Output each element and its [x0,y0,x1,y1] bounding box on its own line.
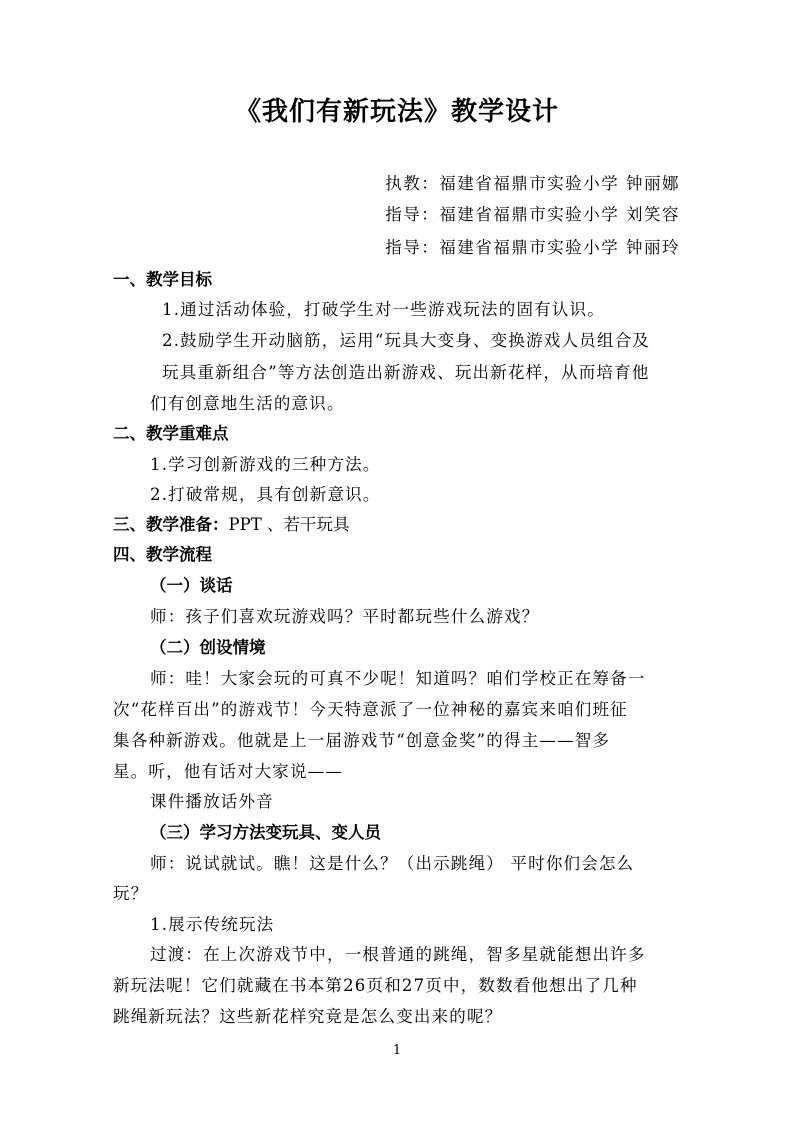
methods-line-4: 过渡：在上次游戏节中，一根普通的跳绳，智多星就能想出许多 [150,945,646,964]
section-heading-key-points: 二、教学重难点 [113,424,229,443]
author-line-advisor-2: 指导：福建省福鼎市实验小学 钟丽玲 [385,238,680,257]
methods-line-6: 跳绳新玩法？这些新花样究竟是怎么变出来的呢？ [113,1007,503,1026]
objective-item-2: 2.鼓励学生开动脑筋，运用“玩具大变身、变换游戏人员组合及 [162,331,650,350]
section-heading-process: 四、教学流程 [113,545,212,564]
objective-item-2-cont-1: 玩具重新组合”等方法创造出新游戏、玩出新花样，从而培育他 [162,363,650,382]
methods-line-3: 1.展示传统玩法 [150,915,275,934]
preparation-content: PPT 、若干玩具 [228,515,350,534]
scenario-line-1: 师：哇！大家会玩的可真不少呢！知道吗？咱们学校正在筹备一 [150,669,646,688]
objective-item-2-cont-2: 们有创意地生活的意识。 [150,394,345,413]
scenario-line-3: 集各种新游戏。他就是上一届游戏节“创意金奖”的得主——智多 [113,731,611,750]
methods-line-2: 玩？ [113,884,149,903]
subsection-heading-talk: （一）谈话 [150,576,233,595]
document-title: 《我们有新玩法》教学设计 [234,97,559,127]
section-heading-objectives: 一、教学目标 [113,270,212,289]
author-line-teacher: 执教：福建省福鼎市实验小学 钟丽娜 [385,174,680,193]
key-point-item-2: 2.打破常规，具有创新意识。 [150,485,381,504]
author-line-advisor-1: 指导：福建省福鼎市实验小学 刘笑容 [385,205,680,224]
objective-item-1: 1.通过活动体验，打破学生对一些游戏玩法的固有认识。 [162,300,605,319]
key-point-item-1: 1.学习创新游戏的三种方法。 [150,455,381,474]
subsection-heading-scenario: （二）创设情境 [150,638,266,657]
section-preparation [113,513,349,537]
methods-line-5: 新玩法呢！它们就藏在书本第26页和27页中，数数看他想出了几种 [113,976,638,995]
scenario-line-4: 星。听，他有话对大家说—— [113,762,344,781]
section-heading-preparation: 三、教学准备： [113,515,229,534]
page-number: 1 [392,1043,402,1058]
scenario-line-5: 课件播放话外音 [150,792,274,811]
subsection-heading-methods: （三）学习方法变玩具、变人员 [150,823,381,842]
methods-line-1: 师：说试就试。瞧！这是什么？（出示跳绳） 平时你们会怎么 [150,854,635,873]
talk-line-1: 师：孩子们喜欢玩游戏吗？平时都玩些什么游戏？ [150,607,540,626]
scenario-line-2: 次“花样百出”的游戏节！今天特意派了一位神秘的嘉宾来咱们班征 [113,700,628,719]
